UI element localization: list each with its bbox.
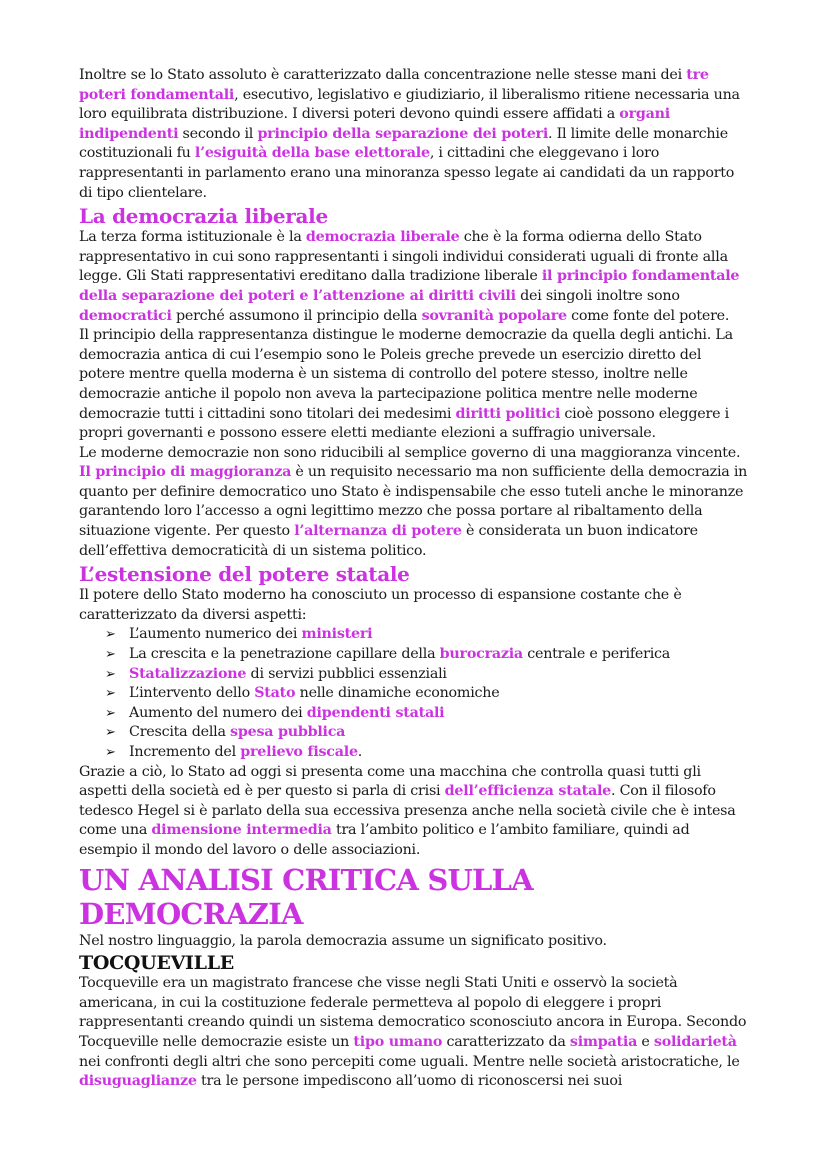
list-item: ➢ Aumento del numero dei dipendenti statali xyxy=(105,704,751,724)
arrow-bullet-icon: ➢ xyxy=(105,627,116,643)
list-item: ➢ Crescita della spesa pubblica xyxy=(105,723,751,743)
heading-tocqueville: TOCQUEVILLE xyxy=(79,952,234,975)
heading-estensione-potere: L’estensione del potere statale xyxy=(79,562,410,587)
arrow-bullet-icon: ➢ xyxy=(105,647,116,663)
list-item: ➢ L’intervento dello Stato nelle dinamiche economiche xyxy=(105,684,751,704)
list-item: ➢ Statalizzazione di servizi pubblici essenziali xyxy=(105,665,751,685)
intro-paragraph: Inoltre se lo Stato assoluto è caratterizzato dalla concentrazione nelle stesse mani dei tre poteri fondamentali, esecutivo, legislativo e giudiziario, il liberalismo ritiene necessaria una loro equilibrata distribuzione. I diversi poteri devono quindi essere affidati a organi indipendenti secondo il principio della separazione dei poteri. Il limite delle monarchie costituzionali fu l’esiguità della base elettorale, i cittadini che eleggevano i loro rappresentanti in parlamento erano una minoranza spesso legate ai candidati da un rapporto di tipo clientelare. xyxy=(79,67,740,201)
democrazia-liberale-paragraph-1: La terza forma istituzionale è la democrazia liberale che è la forma odierna dello Stato rappresentativo in cui sono rappresentanti i singoli individui considerati uguali di fronte alla legge. Gli Stati rappresentativi ereditano dalla tradizione liberale il principio fondamentale della separazione dei poteri e l’attenzione ai diritti civili dei singoli inoltre sono democratici perché assumono il principio della sovranità popolare come fonte del potere. Il principio della rappresentanza distingue le moderne democrazie da quella degli antichi. La democrazia antica di cui l’esempio sono le Poleis greche prevede un esercizio diretto del potere mentre quella moderna è un sistema di controllo del potere stesso, inoltre nelle democrazie antiche il popolo non aveva la partecipazione politica mentre nelle moderne democrazie tutti i cittadini sono titolari dei medesimi diritti politici cioè possono eleggere i propri governanti e possono essere eletti mediante elezioni a suffragio universale. xyxy=(79,229,740,442)
estensione-intro: Il potere dello Stato moderno ha conosciuto un processo di espansione costante che è caratterizzato da diversi aspetti: xyxy=(79,587,682,623)
arrow-bullet-icon: ➢ xyxy=(105,745,116,760)
estensione-conclusion: Grazie a ciò, lo Stato ad oggi si presenta come una macchina che controlla quasi tutti gli aspetti della società ed è per questo si parla di crisi dell’efficienza statale. Con il filosofo tedesco Hegel si è parlato della sua eccessiva presenza anche nella società civile che è intesa come una dimensione intermedia tra l’ambito politico e l’ambito familiare, quindi ad esempio il mondo del lavoro o delle associazioni. xyxy=(79,763,736,858)
estensione-list xyxy=(79,625,751,762)
arrow-bullet-icon: ➢ xyxy=(105,666,116,682)
arrow-bullet-icon: ➢ xyxy=(105,725,116,741)
document-page xyxy=(79,66,751,1092)
arrow-bullet-icon: ➢ xyxy=(105,686,116,702)
list-item: ➢ L’aumento numerico dei ministeri xyxy=(105,625,751,645)
tocqueville-paragraph: Tocqueville era un magistrato francese che visse negli Stati Uniti e osservò la società americana, in cui la costituzione federale permetteva al popolo di eleggere i propri rappresentanti creando quindi un sistema democratico sconosciuto ancora in Europa. Secondo Tocqueville nelle democrazie esiste un tipo umano caratterizzato da simpatia e solidarietà nei confronti degli altri che sono percepiti come uguali. Mentre nelle società aristocratiche, le disuguaglianze tra le persone impediscono all’uomo di riconoscersi nei suoi xyxy=(79,975,747,1090)
list-item: ➢ La crescita e la penetrazione capillare della burocrazia centrale e periferica xyxy=(105,645,751,665)
list-item: ➢ Incremento del prelievo fiscale. xyxy=(105,743,751,763)
heading-analisi-critica: UN ANALISI CRITICA SULLA DEMOCRAZIA xyxy=(79,862,533,931)
heading-democrazia-liberale: La democrazia liberale xyxy=(79,204,328,229)
analisi-intro: Nel nostro linguaggio, la parola democrazia assume un significato positivo. xyxy=(79,932,607,949)
arrow-bullet-icon: ➢ xyxy=(105,705,116,721)
democrazia-liberale-paragraph-2: Le moderne democrazie non sono riducibili al semplice governo di una maggioranza vincente. Il principio di maggioranza è un requisito necessario ma non sufficiente della democrazia in quanto per definire democratico uno Stato è indispensabile che esso tuteli anche le minoranze garantendo loro l’accesso a ogni legittimo mezzo che possa portare al ribaltamento della situazione vigente. Per questo l’alternanza di potere è considerata un buon indicatore dell’effettiva democraticità di un sistema politico. xyxy=(79,444,748,559)
